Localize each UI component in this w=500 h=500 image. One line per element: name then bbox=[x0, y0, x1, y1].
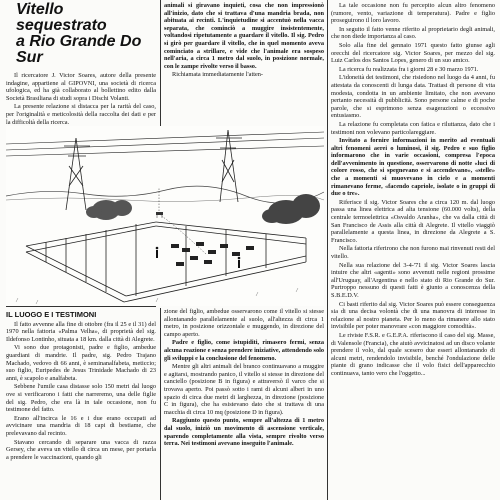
lower-mid-paragraph-4: Raggiunto questo punto, sempre all'altezza di 1 metro dal suolo, iniziò un movimento di ascensione verticale, sparendo completamente alla vista, sempre rivolto verso terra. Nei testimoni avevano inseguito l'animale. bbox=[164, 417, 324, 448]
intro-paragraph-2: La presente relazione si distacca per la rarità del caso, per l'originalità e meticolosità della raccolta dei dati e per la difficoltà della ricerca. bbox=[6, 103, 156, 126]
section-heading: IL LUOGO E I TESTIMONI bbox=[6, 310, 97, 319]
lower-left-paragraph-3: Sebbene l'umile casa distasse solo 150 metri dal luogo ove si verificarono i fatti che narreremo, una delle figlie del sig. Pedro, che era là in tale occasione, non fu testimone del fatto. bbox=[6, 383, 156, 414]
lower-left-paragraph-5: Stavano cercando di separare una vacca di razza Gersey, che aveva un vitello di circa un mese, per portarla a prendere le vaccinazioni, quando gli bbox=[6, 438, 156, 461]
lower-left-paragraph-1: Il fatto avvenne alla fine di ottobre (fra il 25 e il 31) del 1970 nella fattoria «Palma Velha», di proprietà del sig. Ildefonso Lontinho, situata a 18 km. dalla città di Alegrete. bbox=[6, 320, 156, 343]
middle-column bbox=[164, 2, 324, 80]
right-paragraph-9: Nella fattoria riferirono che non furono mai rinvenuti resti del vitello. bbox=[331, 245, 495, 260]
right-paragraph-4: La ricerca fu realizzata fra i giorni 28 e 30 marzo 1971. bbox=[339, 65, 479, 73]
right-paragraph-7: Invitato a fornire informazioni in merito ad eventuali altri fenomeni aerei o luminosi, il sig. Pedro e suo figlio informarono che in varie occasioni, compresa l'epoca dell'avvenimento in questione, osservarono di notte «luci di colore rosso, che si spegnevano e si accendevano», «stelle» che a momenti si muovevano in cielo e a momenti rimanevano ferme, «facendo capriole, isolate o in gruppi di due o tre». bbox=[331, 137, 495, 198]
right-paragraph-3: Solo alla fine del gennaio 1971 questo fatto giunse agli orecchi del ricercatore sig. Victor Soares, per mezzo del sig. Luiz Carlos dos Santos Lopes, genero di un suo amico. bbox=[331, 41, 495, 65]
intro-paragraph-1: Il ricercatore J. Victor Soares, autore della presente indagine, appartiene al GIPOVNI, una società di ricerca ufologica, ed ha già collaborato al bollettino edito dalla Società Brasiliana di studi sopra i Dischi Volanti. bbox=[6, 72, 156, 102]
lower-left-paragraph-4: Erano all'incirca le 16 e i due erano occupati ad avvicinare una mandria di 18 capi di bestiame, che prelevavano dal recinto. bbox=[6, 414, 156, 437]
lower-middle-column bbox=[164, 308, 324, 449]
right-paragraph-11: Ci basti riferito dal sig. Victor Soares può essere conseguenza sia di una decisa volontà che di una manovra di interesse in relazione al nostro pianeta. Per lo meno da rimanere allo stato invisibile per poter manovrare «con maggiore comodità». bbox=[331, 300, 495, 331]
left-column bbox=[6, 0, 156, 127]
column-rule-2 bbox=[327, 0, 328, 500]
column-rule-3 bbox=[160, 308, 161, 500]
lower-left-paragraph-2: Vi sono due protagonisti, padre e figlio, ambedue guardiani di mandrie. Il padre, sig. Pedro Trajano Machado, vedovo di 66 anni, è seminanalfabeta, meticcio; suo figlio, Euripedes de Jesus Trinidade Machado di 23 anni, è scapolo e analfabeta. bbox=[6, 344, 156, 382]
right-paragraph-6: La relazione fu completata con fatica e riluttanza, dato che i testimoni non volevano particolareggiare. bbox=[331, 120, 495, 136]
mid-paragraph-2: Richiamata immediatamente l'atten- bbox=[172, 71, 264, 79]
right-paragraph-12: Le riviste F.S.R. e G.E.P.A. riferiscono il caso del sig. Masse, di Valensole (Francia), che aiutò avvicinatosi ad un disco volante prendere il volo, dal quale scesero due esseri allontanando di alcuni metri, rendendolo invisibile, benché l'ondulazione delle piante di grano indicasse che il volo fisici dell'apparecchio continuava, tanto vero che l'oggetto... bbox=[331, 331, 495, 377]
title-line-1: Vitello sequestrato bbox=[16, 1, 107, 34]
right-column bbox=[331, 2, 495, 379]
lower-mid-paragraph-1: zione del figlio, ambedue osservarono come il vitello si stesse allontanando parallelamente al suolo, all'altezza di circa 1 metro, in posizione orizzontale e muggendo, in direzione del campo aperto. bbox=[164, 308, 324, 338]
right-paragraph-8: Riferisce il sig. Victor Soares che a circa 120 m. dal luogo passa una linea elettrica ad alta tensione (60.000 volts), della centrale termoelettrica «Osvaldo Aranha», che va dalla città di San Francisco de Assis alla città di Alegrete. Il vitello viaggiò parallelamente a questa linea, in direzione da Alegrete a S. Francisco. bbox=[331, 198, 495, 244]
right-paragraph-2: In seguito il fatto venne riferito al proprietario degli animali, che non diede importanza al caso. bbox=[331, 25, 495, 41]
farm-scene-illustration bbox=[6, 126, 324, 306]
title-line-2: a Rio Grande Do Sur bbox=[16, 33, 142, 66]
column-rule-1 bbox=[160, 0, 161, 126]
article-title bbox=[16, 2, 156, 66]
right-paragraph-1: La tale occasione non fu percepito alcun altro fenomeno (rumore, vento, variazione di temperatura). Padre e figlio proseguirono il loro lavoro. bbox=[331, 2, 495, 25]
right-paragraph-10: Nella sua relazione del 3-4-'71 il sig. Victor Soares lascia intuire che altri «agenti» sono avvenuti nelle regioni prossime all'Uruguay, all'Argentina e nello stato di Rio Grande do Sur. Purtroppo nessuno di questi fatti è giunto a conoscenza della S.B.E.D.V. bbox=[331, 261, 495, 299]
mid-paragraph-1: animali si giravano inquieti, cosa che non impressionò all'inizio, dato che si trattava d'una mandria brada, non abituata ai recinti. L'inquietudine si accentuò nella vacca separata, che cominciò a muggire insistentemente, voltandosi ripetutamente a guardare il vitello. Il sig. Pedro si girò per guardare il vitello, che in quel momento aveva cominciato a strillare, e vide che l'animale era sospeso nell'aria, a circa 1 metro dal suolo, in posizione normale, con le zampe rivolte verso il basso. bbox=[164, 2, 324, 70]
section-rule bbox=[6, 306, 156, 307]
right-paragraph-5: L'idoneità dei testimoni, che risiedono nel luogo da 4 anni, fu attestata da conoscenti di lunga data. Trattasi di persone di vita modesta, condotta in un ambiente limitato, che non avevano pertanto necessità di pubblicità. Sono persone calme e di poche parole, che si esprimono senza esagerazioni o eccessivo entusiasmo. bbox=[331, 74, 495, 120]
lower-mid-paragraph-3: Mentre gli altri animali del branco continuavano a muggire e agitarsi, mostrando panico, il vitello si stesse in direzione del canciello (posizione B in figura) e attraversò il varco che si trovava aperto. Poi passò sotto i rami di alcuni alberi in uno spazio di circa due metri di larghezza, in direzione (posizione C in figura), che ha esistevano dato che si trattava di una macchia di circa 10 mq (posizione D in figura). bbox=[164, 363, 324, 416]
lower-left-column bbox=[6, 308, 156, 462]
lower-mid-paragraph-2: Padre e figlio, come istupiditi, rimasero fermi, senza alcuna reazione e senza prendere iniziative, attendendo solo gli sviluppi e la conclusione del fenomeno. bbox=[164, 339, 324, 362]
